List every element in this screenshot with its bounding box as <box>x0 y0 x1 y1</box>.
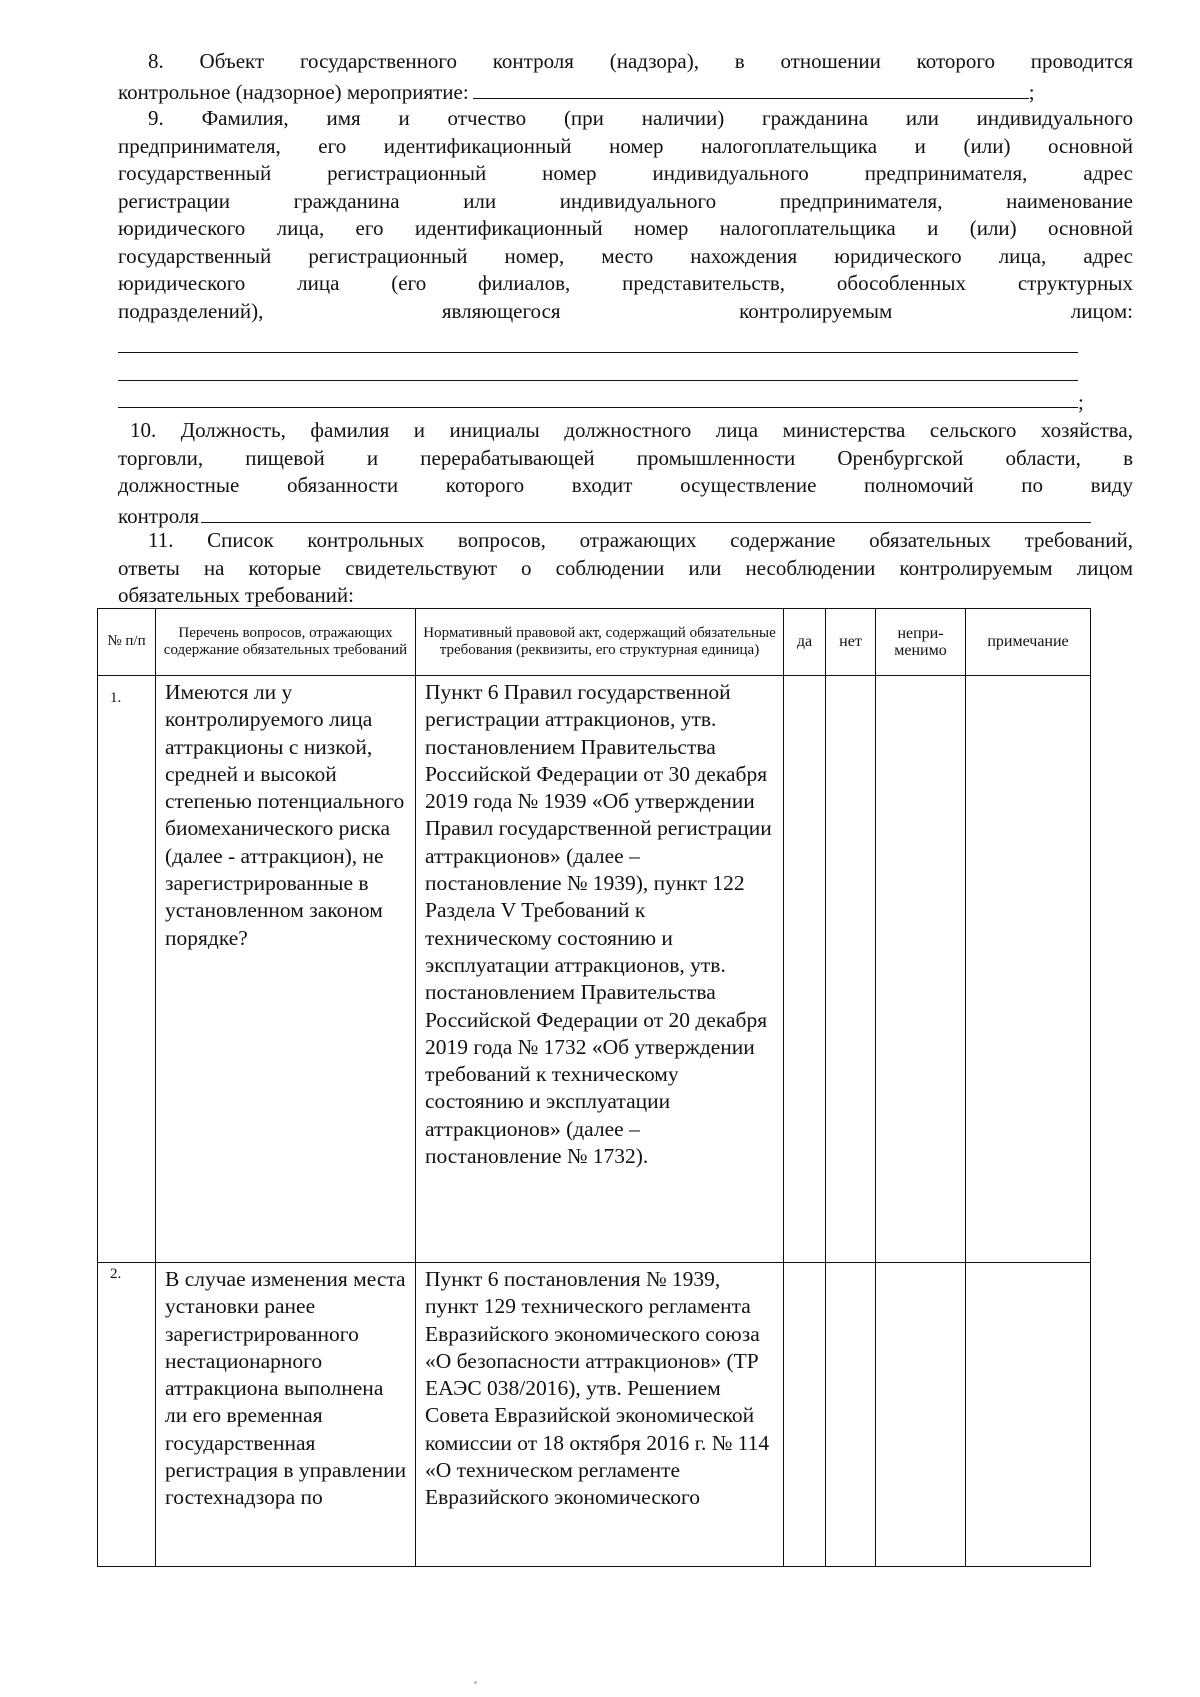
item-9-blank-line-3 <box>118 407 1078 408</box>
item-8-line-1: 8. Объект государственного контроля (надзора), в отношении которого проводится <box>148 49 1133 73</box>
scan-speck <box>474 1681 477 1684</box>
header-no: нет <box>826 609 876 676</box>
header-note: примечание <box>966 609 1091 676</box>
item-9-semicolon: ; <box>1078 390 1084 414</box>
row-1-na-cell[interactable] <box>876 676 966 1263</box>
item-9-line: 9. Фамилия, имя и отчество (при наличии) гражданина или индивидуального <box>148 106 1133 130</box>
row-2-yes-cell[interactable] <box>784 1263 826 1567</box>
item-8-blank <box>473 76 1029 99</box>
header-na: непри-менимо <box>876 609 966 676</box>
checklist-table <box>97 608 1091 1567</box>
row-2-note-cell[interactable] <box>966 1263 1091 1567</box>
table-row <box>98 676 1091 1263</box>
item-9 <box>118 105 1133 325</box>
item-11-line: ответы на которые свидетельствуют о соблюдении или несоблюдении контролируемым лицом <box>118 555 1133 580</box>
item-10-blank <box>201 500 1091 523</box>
item-9-line: государственный регистрационный номер индивидуального предпринимателя, адрес <box>118 161 1133 185</box>
item-8-semicolon: ; <box>1028 79 1035 104</box>
row-2-num: 2. <box>98 1263 156 1567</box>
item-9-blank-line-1 <box>118 352 1078 353</box>
item-10-line: должностные обязанности которого входит осуществление полномочий по виду <box>118 473 1133 497</box>
item-9-line: государственный регистрационный номер, место нахождения юридического лица, адрес <box>118 243 1133 268</box>
item-9-line: регистрации гражданина или индивидуального предпринимателя, наименование <box>118 188 1133 213</box>
item-10-line: 10. Должность, фамилия и инициалы должностного лица министерства сельского хозяйства, <box>130 418 1133 442</box>
header-act: Нормативный правовой акт, содержащий обязательные требования (реквизиты, его структурная единица) <box>416 609 784 676</box>
row-2-question: В случае изменения места установки ранее зарегистрированного нестационарного аттракциона выполнена ли его временная государственная регистрация в управлении гостехнадзора по <box>156 1263 416 1567</box>
table-row <box>98 1263 1091 1567</box>
row-2-act: Пункт 6 постановления № 1939, пункт 129 технического регламента Евразийского экономического союза «О безопасности аттракционов» (ТР ЕАЭС 038/2016), утв. Решением Совета Евразийской экономической комиссии от 18 октября 2016 г. № 114 «О техническом регламенте Евразийского экономического <box>416 1263 784 1567</box>
item-8-last-text: контрольное (надзорное) мероприятие: <box>118 79 469 104</box>
header-num: № п/п <box>98 609 156 676</box>
item-9-blank-line-2 <box>118 380 1078 381</box>
item-9-line: юридического лица, его идентификационный номер налогоплательщика и (или) основной <box>118 216 1133 240</box>
item-11-line: 11. Список контрольных вопросов, отражающих содержание обязательных требований, <box>148 528 1133 552</box>
row-1-no-cell[interactable] <box>826 676 876 1263</box>
table-header-row <box>98 609 1091 676</box>
header-yes: да <box>784 609 826 676</box>
item-10-last-text: контроля <box>118 503 200 528</box>
row-1-yes-cell[interactable] <box>784 676 826 1263</box>
item-8-line-2 <box>118 76 1133 107</box>
item-10-line: торговли, пищевой и перерабатывающей промышленности Оренбургской области, в <box>118 445 1133 470</box>
row-1-question: Имеются ли у контролируемого лица аттракционы с низкой, средней и высокой степенью потенциального биомеханического риска (далее - аттракцион), не зарегистрированные в установленном законом порядке? <box>156 676 416 1263</box>
item-11 <box>118 527 1133 610</box>
item-9-line: предпринимателя, его идентификационный номер налогоплательщика и (или) основной <box>118 133 1133 158</box>
item-9-line: юридического лица (его филиалов, представительств, обособленных структурных <box>118 271 1133 295</box>
item-10-line-last <box>118 500 1133 531</box>
item-10 <box>118 417 1133 530</box>
item-8 <box>118 48 1133 106</box>
item-11-line-last: обязательных требований: <box>118 583 354 607</box>
row-1-note-cell[interactable] <box>966 676 1091 1263</box>
item-9-line: подразделений), являющегося контролируемым лицом: <box>118 298 1133 323</box>
row-1-act: Пункт 6 Правил государственной регистрации аттракционов, утв. постановлением Правительства Российской Федерации от 30 декабря 2019 года № 1939 «Об утверждении Правил государственной регистрации аттракционов» (далее – постановление № 1939), пункт 122 Раздела V Требований к техническому состоянию и эксплуатации аттракционов, утв. постановлением Правительства Российской Федерации от 20 декабря 2019 года № 1732 «Об утверждении требований к техническому состоянию и эксплуатации аттракционов» (далее – постановление № 1732). <box>416 676 784 1263</box>
header-question: Перечень вопросов, отражающих содержание обязательных требований <box>156 609 416 676</box>
row-1-num: 1. <box>98 676 156 1263</box>
row-2-na-cell[interactable] <box>876 1263 966 1567</box>
row-2-no-cell[interactable] <box>826 1263 876 1567</box>
